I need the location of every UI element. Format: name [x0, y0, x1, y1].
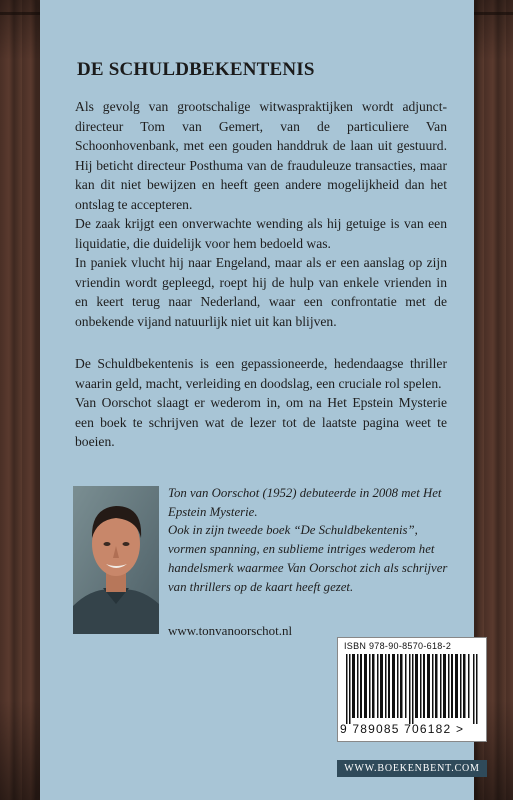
- publisher-website: WWW.BOEKENBENT.COM: [337, 760, 487, 777]
- book-title: DE SCHULDBEKENTENIS: [77, 59, 315, 80]
- isbn-text: ISBN 978-90-8570-618-2: [344, 641, 452, 651]
- barcode-label: [337, 637, 487, 742]
- author-bio: [168, 484, 448, 596]
- author-photo: [73, 486, 159, 634]
- synopsis-paragraph: In paniek vlucht hij naar Engeland, maar als er een aanslag op zijn vriendin wordt gepleegd, roept hij de hulp van enkele vrienden in en keert terug naar Nederland, waar een confrontatie met de onbekende vijand natuurlijk niet uit kan blijven.: [75, 255, 447, 329]
- synopsis-block: [75, 97, 447, 331]
- barcode-number: 9 789085 706182 >: [340, 722, 465, 736]
- review-paragraph: Van Oorschot slaagt er wederom in, om na Het Epstein Mysterie een boek te schrijven wat de lezer tot de laatste pagina weet te boeien.: [75, 395, 447, 449]
- author-portrait-image: [73, 486, 159, 634]
- bio-paragraph: Ton van Oorschot (1952) debuteerde in 2008 met Het Epstein Mysterie.: [168, 486, 442, 519]
- synopsis-paragraph: De zaak krijgt een onverwachte wending als hij getuige is van een liquidatie, die duidelijk voor hem bedoeld was.: [75, 216, 447, 251]
- review-paragraph: De Schuldbekentenis is een gepassioneerde, hedendaagse thriller waarin geld, macht, verleiding en doodslag, een cruciale rol spelen.: [75, 356, 447, 391]
- review-block: [75, 354, 447, 452]
- barcode-icon: [346, 654, 478, 724]
- author-website: www.tonvanoorschot.nl: [168, 623, 293, 638]
- synopsis-paragraph: Als gevolg van grootschalige witwaspraktijken wordt adjunct-directeur Tom van Gemert, van de particuliere Van Schoonhovenbank, met een gouden handdruk de laan uit gestuurd. Hij beticht directeur Posthuma van de frauduleuze transacties, maar kan dit niet bewijzen en heeft geen andere mogelijkheid dan het ontslag te accepteren.: [75, 99, 447, 212]
- bio-paragraph: Ook in zijn tweede boek “De Schuldbekentenis”, vormen spanning, en sublieme intriges wederom het handelsmerk waarmee Van Oorschot zich als schrijver van thrillers op de kaart heeft gezet.: [168, 523, 448, 594]
- back-cover-panel: [40, 0, 480, 800]
